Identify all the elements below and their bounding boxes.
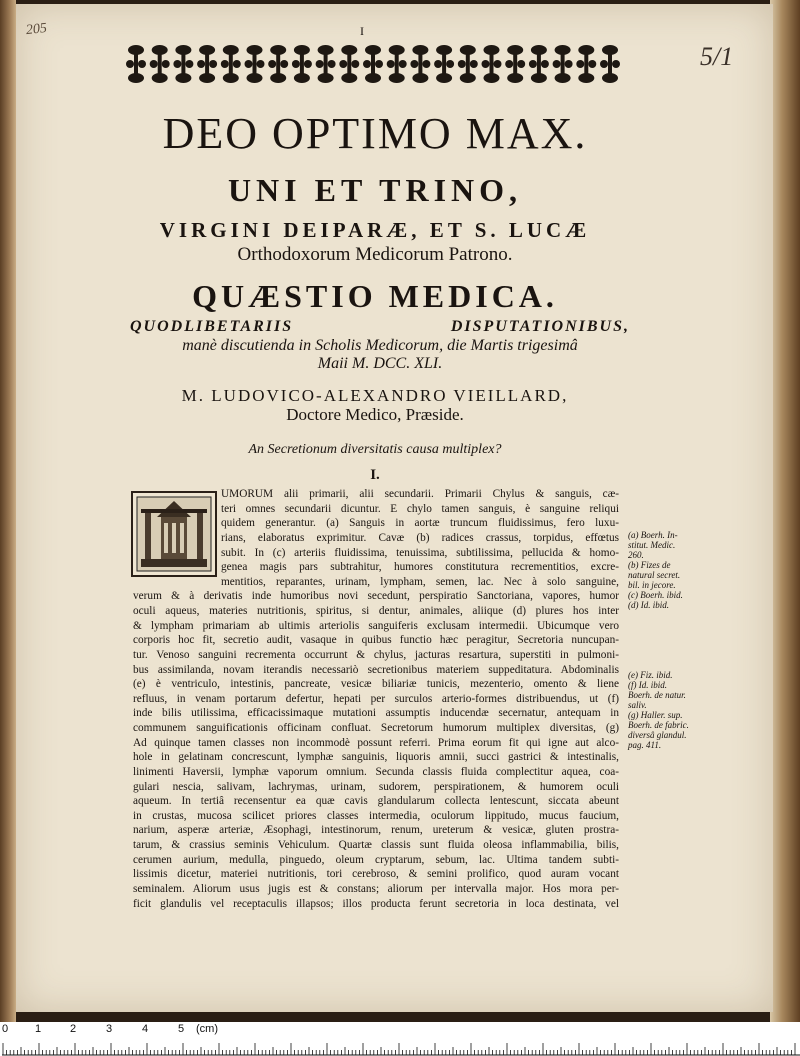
margin-note-line: (a) Boerh. In- xyxy=(628,530,678,540)
thesis-question: An Secretionum diversitatis causa multiplex? xyxy=(248,442,502,457)
title-line-deo: DEO OPTIMO MAX. xyxy=(162,109,588,158)
margin-note-line: (g) Haller. sup. xyxy=(628,710,683,720)
margin-note-line: natural secret. xyxy=(628,570,681,580)
ornament-motif xyxy=(197,45,217,83)
margin-note-line: saliv. xyxy=(628,700,647,710)
paragraph-line: aqueum. In tertiâ recensentur ea quæ cavis glandularum collecta lentescunt, siccata abeunt xyxy=(133,795,619,808)
paragraph-line: gulari nescia, salivam, lachrymas, urinam, sudorem, perspirationem, & humorem oculi xyxy=(133,780,619,793)
ornament-motif xyxy=(316,45,336,83)
ruler-label: 0 xyxy=(2,1023,9,1035)
title-line-quodlibetariis: QUODLIBETARIIS DISPUTATIONIBUS, xyxy=(130,318,630,335)
paragraph-line: cerumen aurium, medulla, pinguedo, oleum cryptarum, sebum, lac. Ultima tandem subti- xyxy=(133,853,619,866)
ornament-motif xyxy=(387,45,407,83)
margin-note-line: Boerh. de natur. xyxy=(628,690,686,700)
paragraph-line: tur. Venoso sanguini recrementa occurrunt & chylus, jacturas resartura, superstiti in pulmoni- xyxy=(133,648,619,661)
paragraph-line: mentitios, reparantes, urinam, lympham, semen, lac. Nec à solo sanguine, xyxy=(221,575,619,588)
paragraph-line: ficit glandulis vel receptaculis illapsos; illos producta ferunt secretoria in loca destinata, vel xyxy=(133,897,619,910)
ornament-motif xyxy=(292,45,312,83)
book-fore-edge xyxy=(770,0,800,1022)
ornament-motif xyxy=(126,45,146,83)
paragraph-line: narium, asperæ arteriæ, Æsophagi, intestinorum, renum, ureterum & vesicæ, gluten prostra- xyxy=(133,824,619,837)
ruler-label: 1 xyxy=(35,1023,42,1035)
margin-note-line: (b) Fizes de xyxy=(628,560,671,570)
paragraph-line: bus assimilanda, novam iterandis necessariò secretionibus materiem suppeditatura. Abdominalis xyxy=(133,663,619,676)
margin-note-line: stitut. Medic. xyxy=(628,540,676,550)
ruler-unit: (cm) xyxy=(196,1023,218,1035)
margin-note-line: (d) Id. ibid. xyxy=(628,600,669,610)
paragraph-line: genea magis pars subtrahitur, humores constitutura recrementitios, excre- xyxy=(221,561,619,574)
title-line-year: Maii M. DCC. XLI. xyxy=(317,355,443,372)
paragraph-line: in crustas, mucosa scilicet priores classes intermedia, oculorum lippitudo, mucus faucium, xyxy=(133,809,619,822)
title-line-praeses-name: M. LUDOVICO-ALEXANDRO VIEILLARD, xyxy=(181,386,569,405)
title-line-orthodoxorum: Orthodoxorum Medicorum Patrono. xyxy=(237,244,513,265)
ruler-label: 5 xyxy=(178,1023,185,1035)
paragraph-line: tarum, & crassius seminis Vehiculum. Quartæ classis sunt fluida oleosa inflammabilia, bilis, xyxy=(133,839,619,851)
paragraph-line: quidem generantur. (a) Sanguis in aortæ truncum fluidissimus, fero luxu- xyxy=(221,517,619,530)
title-quaestio-medica: QUÆSTIO MEDICA. xyxy=(192,278,558,314)
paragraph-line: seminalem. Aliorum usus jugis est & constans; aliorum per intervalla major. Hos mora per- xyxy=(133,882,619,895)
ornament-motif xyxy=(245,45,265,83)
title-line-virgini: VIRGINI DEIPARÆ, ET S. LUCÆ xyxy=(159,218,591,242)
paragraph-line: UMORUM alii primarii, alii secundarii. Primarii Chylus & sanguis, cæ- xyxy=(221,488,619,500)
paragraph-line: Ad quinque tamen classes non incommodè possunt referri. Prima eorum fit qui igne aut alco- xyxy=(133,736,619,749)
title-line-praeses-role: Doctore Medico, Præside. xyxy=(286,405,464,424)
ornament-motif xyxy=(529,45,549,83)
signature-mark: I xyxy=(360,24,364,38)
scale-ruler xyxy=(0,1022,800,1056)
paragraph-line: corporis hoc fit, secretio audit, vasaque in quibus functio hæc peragitur, Secretoria nuncupan- xyxy=(133,634,619,647)
paragraph-line: lissimis dicetur, materiei nutritionis, tori cerebroso, & semini prolifico, quod auram vocant xyxy=(133,868,619,881)
paragraph-line: teri omnes secundarii dicuntur. E chylo tamen sanguis, è sanguine reliqui xyxy=(221,502,619,515)
thesis-paragraph xyxy=(133,487,619,911)
margin-note-line: (e) Fiz. ibid. xyxy=(628,670,673,680)
paragraph-line: inde bilis utilissima, efficacissimaque mutationi assumptis inducendæ secernatur, antequam in xyxy=(133,707,619,720)
ornament-motif xyxy=(363,45,383,83)
margin-note-line: diversâ glandul. xyxy=(628,730,687,740)
paragraph-line: verum & à derivatis inde humoribus novi secedunt, perspiratio Sanctoriana, vapores, humor xyxy=(133,590,619,603)
paragraph-line: subit. In (c) arteriis fluidissima, tenuissima, subtilissima, pellucida & homo- xyxy=(221,546,619,559)
title-line-date: manè discutienda in Scholis Medicorum, die Martis trigesimâ xyxy=(182,337,578,354)
ornament-motif xyxy=(410,45,430,83)
paragraph-line: communem sanguificationis officinam confluat. Secretorum humorum multiplex diversitas, (g) xyxy=(133,722,619,734)
ruler-label: 3 xyxy=(106,1023,113,1035)
paragraph-line: linimenti Haversii, lymphæ vaporum omnium. Secunda classis fluida complectitur aquea, coa- xyxy=(133,765,619,778)
head-ornament xyxy=(124,40,622,88)
margin-notes-bottom xyxy=(628,670,748,750)
ornament-motif xyxy=(150,45,170,83)
margin-notes-top xyxy=(628,530,748,610)
ornament-motif xyxy=(458,45,478,83)
book-gutter xyxy=(0,0,16,1022)
paragraph-line: (e) è ventriculo, intestinis, pancreate, vesicæ biliariæ tunicis, mezenterio, omento & liene xyxy=(133,678,619,691)
paragraph-line: & lympham primariam ab ultimis arteriolis sanguiferis exclusam intermedii. Ubicumque vero xyxy=(133,619,619,632)
ornament-motif xyxy=(268,45,288,83)
ornament-motif xyxy=(576,45,596,83)
paragraph-line: rians, elaboratus exprimitur. Cavæ (b) radices crassus, torpidus, effœtus xyxy=(221,531,619,544)
margin-note-line: pag. 411. xyxy=(628,740,662,750)
margin-note-line: (c) Boerh. ibid. xyxy=(628,590,683,600)
ornament-motif xyxy=(553,45,573,83)
paragraph-line: hole in gelatinam concrescunt, lymphæ sanguinis, liquoris amnii, succi gastrici & intestinalis, xyxy=(133,751,619,764)
ornament-motif xyxy=(482,45,502,83)
ornament-motif xyxy=(505,45,525,83)
ruler-label: 4 xyxy=(142,1023,149,1035)
title-line-uni: UNI ET TRINO, xyxy=(227,172,523,208)
paragraph-line: refluus, in venam portarum defertur, hepati per surculos arterio-formes distribuendus, ut (f) xyxy=(133,692,619,705)
handwritten-page-number: 205 xyxy=(25,20,48,39)
ornament-motif xyxy=(339,45,359,83)
margin-note-line: bil. in jecore. xyxy=(628,580,676,590)
margin-note-line: 260. xyxy=(628,550,644,560)
ornament-motif xyxy=(600,45,620,83)
ornament-motif xyxy=(434,45,454,83)
margin-note-line: (f) Id. ibid. xyxy=(628,680,667,690)
ornament-motif xyxy=(173,45,193,83)
section-number: I. xyxy=(370,467,380,483)
ornament-motif xyxy=(221,45,241,83)
margin-note-line: Boerh. de fabric. xyxy=(628,720,689,730)
ruler-label: 2 xyxy=(70,1023,77,1035)
paragraph-line: oculi aqueus, materies nutritionis, spiritus, si dentur, animales, aliique (d) plures hos inter xyxy=(133,605,619,617)
handwritten-folio-mark: 5/1 xyxy=(700,42,734,71)
